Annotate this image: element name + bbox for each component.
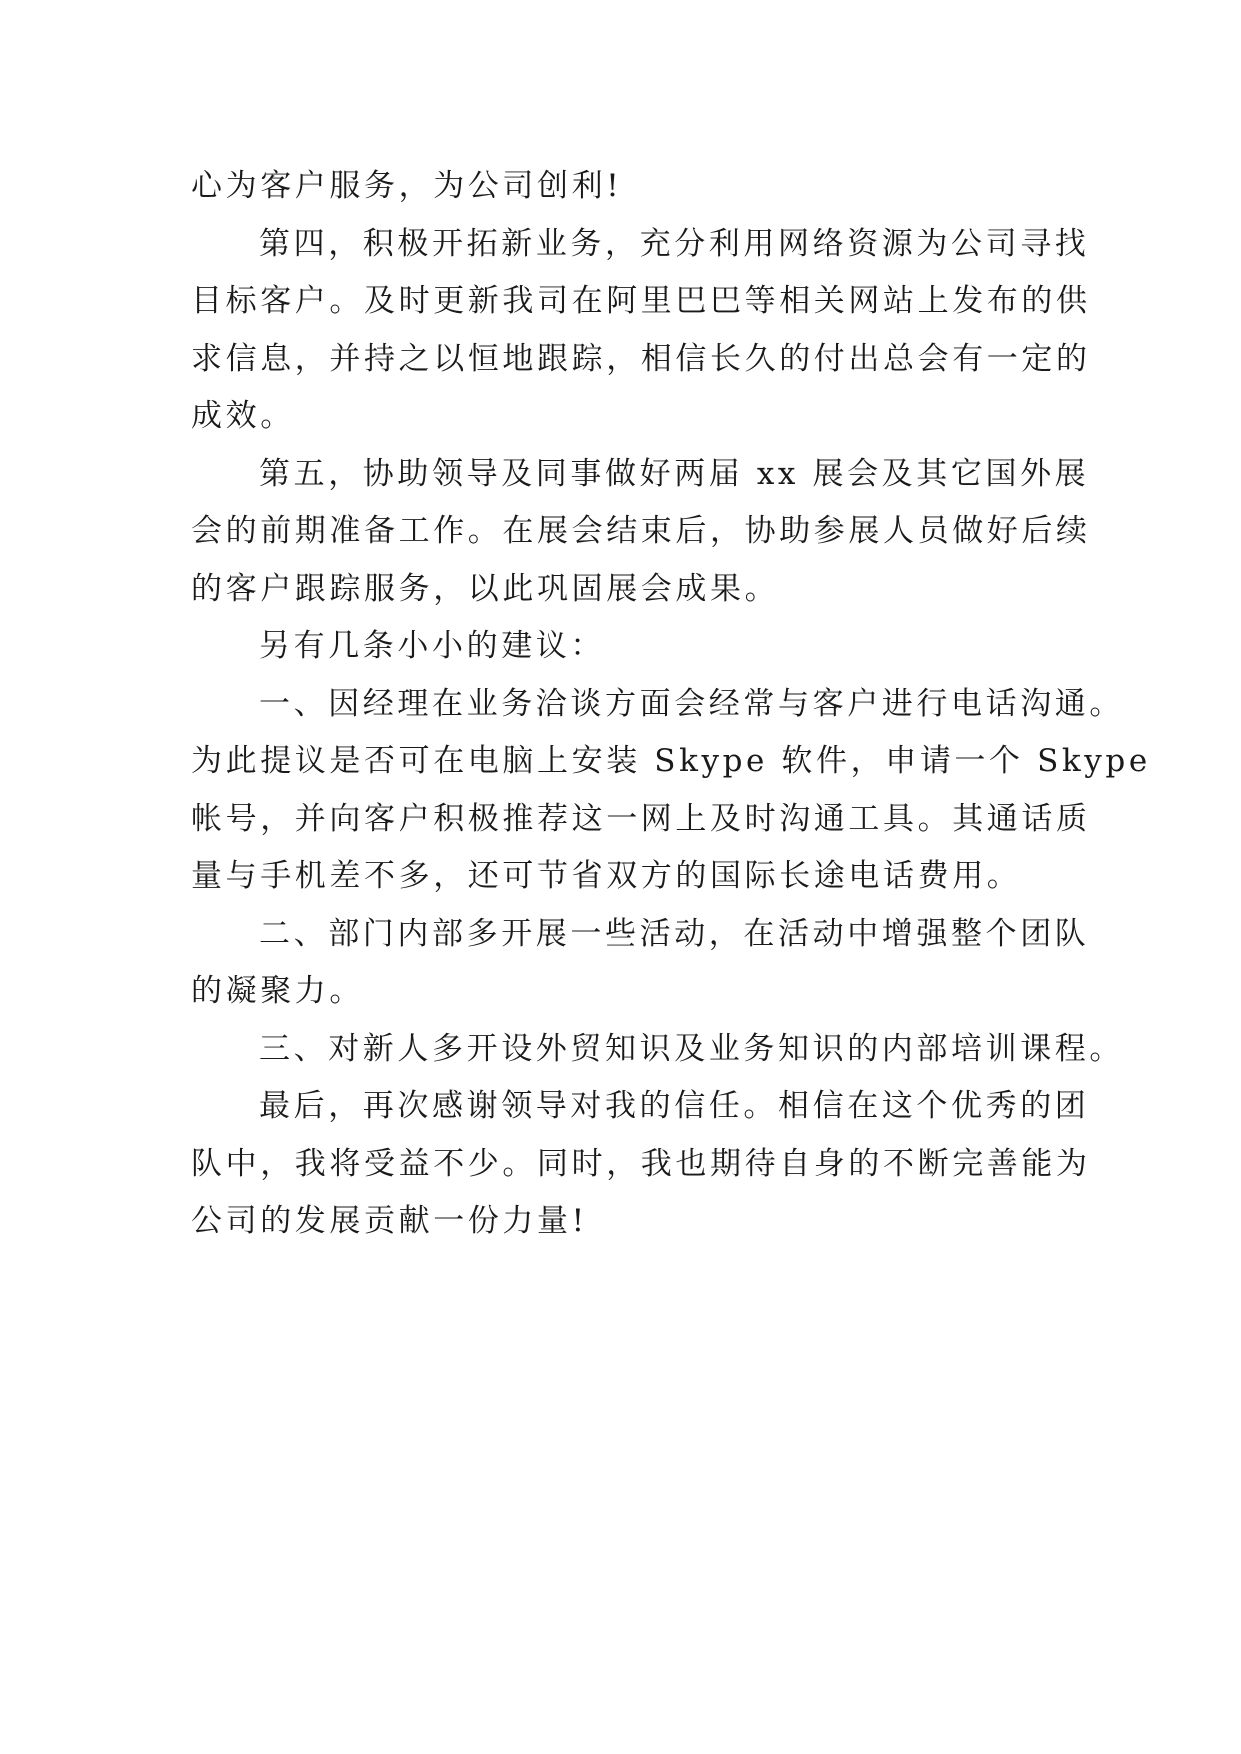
text-line: 三、对新人多开设外贸知识及业务知识的内部培训课程。	[259, 1030, 1124, 1067]
text-line: 的凝聚力。	[191, 973, 364, 1009]
text-line: 成效。	[191, 398, 295, 434]
text-line: 目标客户。及时更新我司在阿里巴巴等相关网站上发布的供	[191, 283, 1091, 319]
text-line: 公司的发展贡献一份力量!	[191, 1203, 588, 1239]
text-line: 心为客户服务，为公司创利!	[191, 168, 623, 204]
text-line: 第五，协助领导及同事做好两届 xx 展会及其它国外展	[259, 455, 1090, 492]
text-line: 求信息，并持之以恒地跟踪，相信长久的付出总会有一定的	[191, 340, 1091, 377]
text-line: 帐号，并向客户积极推荐这一网上及时沟通工具。其通话质	[191, 800, 1091, 837]
text-line: 另有几条小小的建议：	[259, 628, 605, 664]
text-line: 会的前期准备工作。在展会结束后，协助参展人员做好后续	[191, 513, 1091, 549]
text-line: 二、部门内部多开展一些活动，在活动中增强整个团队	[259, 915, 1090, 952]
text-line: 量与手机差不多，还可节省双方的国际长途电话费用。	[191, 858, 1022, 894]
text-line: 最后，再次感谢领导对我的信任。相信在这个优秀的团	[259, 1088, 1090, 1124]
document-body	[191, 158, 1151, 1251]
text-line: 的客户跟踪服务，以此巩固展会成果。	[191, 570, 780, 607]
text-line: 一、因经理在业务洽谈方面会经常与客户进行电话沟通。	[259, 685, 1124, 722]
text-line: 第四，积极开拓新业务，充分利用网络资源为公司寻找	[259, 225, 1090, 262]
text-line: 为此提议是否可在电脑上安装 Skype 软件，申请一个 Skype	[191, 743, 1151, 779]
text-line: 队中，我将受益不少。同时，我也期待自身的不断完善能为	[191, 1145, 1091, 1182]
